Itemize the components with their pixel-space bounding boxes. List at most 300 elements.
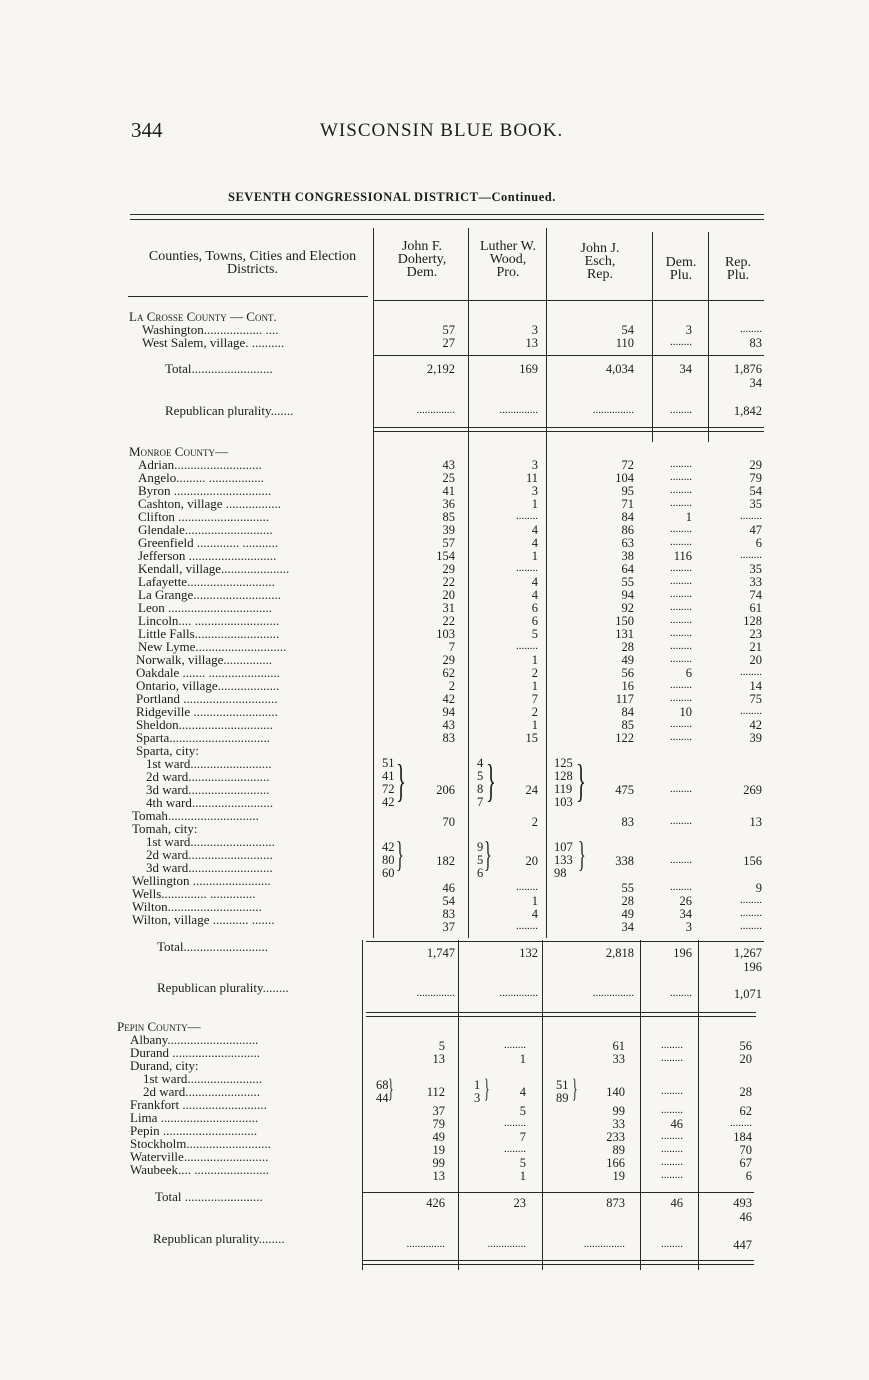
table-cell: 6 xyxy=(745,1169,752,1183)
table-cell: 3 xyxy=(685,323,692,337)
table-cell: ........ xyxy=(670,653,692,665)
table-cell: 26 xyxy=(679,894,692,908)
table-cell: 6 xyxy=(531,614,538,628)
ward-cell: 133 xyxy=(554,853,573,867)
table-cell: .............. xyxy=(499,404,538,416)
table-cell: ........ xyxy=(661,1052,683,1064)
table-cell: 169 xyxy=(519,362,538,376)
table-cell: ........ xyxy=(670,523,692,535)
table-cell: 61 xyxy=(749,601,762,615)
table-cell: 4 xyxy=(531,536,538,550)
row-label: Waubeek.... ....................... xyxy=(130,1162,270,1177)
table-cell: ........ xyxy=(670,588,692,600)
table-cell: 85 xyxy=(442,510,455,524)
table-cell: 2 xyxy=(531,666,538,680)
table-cell: 23 xyxy=(513,1196,526,1210)
table-cell: 4 xyxy=(531,907,538,921)
table-cell: 1 xyxy=(531,718,538,732)
table-cell: ........ xyxy=(670,987,692,999)
table-cell: 49 xyxy=(621,907,634,921)
row-label: Republican plurality........ xyxy=(153,1231,285,1246)
row-label: 1st ward......................... xyxy=(146,756,272,771)
row-label: Kendall, village..................... xyxy=(138,561,290,576)
row-label: Lincoln.... .......................... xyxy=(138,613,280,628)
table-cell: 3 xyxy=(531,323,538,337)
row-label: Sparta............................... xyxy=(136,730,270,745)
table-cell: ........ xyxy=(516,510,538,522)
table-cell: ........ xyxy=(661,1039,683,1051)
row-label: 3d ward.......................... xyxy=(146,860,273,875)
column-header-wood: Luther W. Wood, Pro. xyxy=(480,239,536,280)
table-cell: ........ xyxy=(516,562,538,574)
table-cell: ........ xyxy=(670,783,692,795)
row-label: Lima .............................. xyxy=(130,1110,259,1125)
table-cell: 117 xyxy=(615,692,634,706)
row-label: La Grange........................... xyxy=(138,587,281,602)
table-cell: 54 xyxy=(621,323,634,337)
table-cell: ........ xyxy=(740,510,762,522)
table-cell: 79 xyxy=(432,1117,445,1131)
row-label: 3d ward......................... xyxy=(146,782,270,797)
table-cell: 20 xyxy=(442,588,455,602)
table-cell: 99 xyxy=(612,1104,625,1118)
ward-cell: 7 xyxy=(477,795,484,809)
table-cell: 29 xyxy=(442,562,455,576)
row-label: Wellington ........................ xyxy=(132,873,271,888)
column-header-districts: Counties, Towns, Cities and Election Districts. xyxy=(148,249,357,277)
ward-cell: 125 xyxy=(554,756,573,770)
table-cell: 4,034 xyxy=(605,362,634,376)
table-cell: 1 xyxy=(531,679,538,693)
row-label: Clifton ............................ xyxy=(138,509,270,524)
table-cell: 2 xyxy=(448,679,455,693)
table-cell: 54 xyxy=(442,894,455,908)
table-cell: 33 xyxy=(612,1052,625,1066)
row-label: Total.......................... xyxy=(157,939,269,954)
table-cell: 85 xyxy=(621,718,634,732)
table-cell: 72 xyxy=(621,458,634,472)
table-cell: 182 xyxy=(436,854,455,868)
ward-cell: 3 xyxy=(474,1091,481,1105)
row-label: Jefferson ........................... xyxy=(138,548,277,563)
table-cell: .............. xyxy=(416,404,455,416)
table-cell: 83 xyxy=(621,815,634,829)
table-cell: 6 xyxy=(685,666,692,680)
ward-cell: 119 xyxy=(554,782,573,796)
table-cell: 196 xyxy=(743,960,762,974)
row-label: Glendale........................... xyxy=(138,522,273,537)
table-cell: 28 xyxy=(621,894,634,908)
table-cell: 39 xyxy=(442,523,455,537)
ward-cell: 107 xyxy=(554,840,573,854)
row-label: Tomah, city: xyxy=(132,821,198,836)
table-cell: 64 xyxy=(621,562,634,576)
table-cell: 1 xyxy=(685,510,692,524)
table-cell: 84 xyxy=(621,705,634,719)
table-cell: 34 xyxy=(679,907,692,921)
table-cell: 57 xyxy=(442,323,455,337)
table-cell: 89 xyxy=(612,1143,625,1157)
table-cell: ........ xyxy=(670,692,692,704)
table-cell: 94 xyxy=(442,705,455,719)
table-cell: ........ xyxy=(740,705,762,717)
row-label: Angelo......... ................. xyxy=(138,470,265,485)
table-cell: 74 xyxy=(749,588,762,602)
table-cell: 31 xyxy=(442,601,455,615)
table-cell: 233 xyxy=(606,1130,625,1144)
table-cell: 39 xyxy=(749,731,762,745)
table-cell: 56 xyxy=(621,666,634,680)
row-label: Wells.............. .............. xyxy=(132,886,256,901)
table-cell: 3 xyxy=(685,920,692,934)
table-cell: 206 xyxy=(436,783,455,797)
table-cell: 43 xyxy=(442,458,455,472)
table-cell: 112 xyxy=(426,1085,445,1099)
table-cell: 67 xyxy=(739,1156,752,1170)
row-label: West Salem, village. .......... xyxy=(142,335,285,350)
table-cell: 75 xyxy=(749,692,762,706)
table-cell: 34 xyxy=(679,362,692,376)
table-cell: 33 xyxy=(749,575,762,589)
table-cell: 62 xyxy=(739,1104,752,1118)
table-cell: 55 xyxy=(621,881,634,895)
ward-cell: 103 xyxy=(554,795,573,809)
table-cell: 13 xyxy=(432,1052,445,1066)
table-cell: 6 xyxy=(531,601,538,615)
row-label: Adrian........................... xyxy=(138,457,262,472)
table-cell: 1,842 xyxy=(733,404,762,418)
table-cell: 4 xyxy=(519,1085,526,1099)
table-cell: 3 xyxy=(531,458,538,472)
row-label: Wilton............................. xyxy=(132,899,262,914)
row-label: La Crosse County — Cont. xyxy=(129,309,277,324)
table-cell: ............... xyxy=(583,1238,625,1250)
table-cell: 49 xyxy=(432,1130,445,1144)
table-cell: 196 xyxy=(673,946,692,960)
ward-cell: 89 xyxy=(556,1091,569,1105)
table-cell: ........ xyxy=(740,666,762,678)
table-cell: 34 xyxy=(749,376,762,390)
table-cell: ........ xyxy=(670,718,692,730)
row-label: Byron .............................. xyxy=(138,483,272,498)
table-cell: 184 xyxy=(733,1130,752,1144)
ward-cell: 128 xyxy=(554,769,573,783)
table-cell: ........ xyxy=(670,336,692,348)
table-cell: ........ xyxy=(661,1169,683,1181)
table-cell: 13 xyxy=(525,336,538,350)
table-cell: ........ xyxy=(670,484,692,496)
row-label: Ontario, village................... xyxy=(136,678,280,693)
table-cell: ........ xyxy=(670,601,692,613)
table-cell: ........ xyxy=(661,1104,683,1116)
table-cell: 13 xyxy=(749,815,762,829)
ward-cell: 60 xyxy=(382,866,395,880)
row-label: 4th ward......................... xyxy=(146,795,274,810)
row-label: 1st ward.......................... xyxy=(146,834,275,849)
table-cell: 49 xyxy=(621,653,634,667)
table-cell: ........ xyxy=(516,640,538,652)
table-cell: 27 xyxy=(442,336,455,350)
table-cell: 16 xyxy=(621,679,634,693)
table-cell: ........ xyxy=(740,894,762,906)
table-cell: 475 xyxy=(615,783,634,797)
row-label: Wilton, village ........... ....... xyxy=(132,912,275,927)
table-cell: ........ xyxy=(670,815,692,827)
table-cell: 38 xyxy=(621,549,634,563)
table-cell: 22 xyxy=(442,614,455,628)
table-cell: 35 xyxy=(749,562,762,576)
table-cell: 15 xyxy=(525,731,538,745)
table-cell: 46 xyxy=(670,1196,683,1210)
table-cell: 24 xyxy=(525,783,538,797)
table-cell: 43 xyxy=(442,718,455,732)
table-cell: 154 xyxy=(436,549,455,563)
table-cell: 94 xyxy=(621,588,634,602)
table-cell: 46 xyxy=(739,1210,752,1224)
table-cell: ........ xyxy=(661,1130,683,1142)
row-label: Republican plurality........ xyxy=(157,980,289,995)
table-cell: 20 xyxy=(749,653,762,667)
table-cell: ........ xyxy=(740,920,762,932)
ward-cell: 51 xyxy=(382,756,395,770)
table-cell: 873 xyxy=(606,1196,625,1210)
table-cell: 28 xyxy=(739,1085,752,1099)
table-cell: 5 xyxy=(519,1156,526,1170)
row-label: Sparta, city: xyxy=(136,743,199,758)
table-cell: 22 xyxy=(442,575,455,589)
table-cell: 426 xyxy=(426,1196,445,1210)
table-cell: 1 xyxy=(531,497,538,511)
table-cell: 1 xyxy=(531,653,538,667)
table-cell: 70 xyxy=(739,1143,752,1157)
table-cell: 9 xyxy=(755,881,762,895)
column-header-esch: John J. Esch, Rep. xyxy=(580,241,620,282)
table-cell: 54 xyxy=(749,484,762,498)
row-label: Portland ............................. xyxy=(136,691,278,706)
table-cell: 131 xyxy=(615,627,634,641)
book-title: WISCONSIN BLUE BOOK. xyxy=(320,120,564,141)
table-cell: 13 xyxy=(432,1169,445,1183)
table-cell: 3 xyxy=(531,484,538,498)
table-cell: 166 xyxy=(606,1156,625,1170)
table-cell: 1 xyxy=(531,894,538,908)
table-cell: 1 xyxy=(531,549,538,563)
row-label: Ridgeville .......................... xyxy=(136,704,278,719)
row-label: Frankfort .......................... xyxy=(130,1097,267,1112)
table-cell: 5 xyxy=(438,1039,445,1053)
row-label: Total ........................ xyxy=(155,1189,263,1204)
table-cell: ........ xyxy=(661,1143,683,1155)
table-cell: ........ xyxy=(670,575,692,587)
table-cell: 25 xyxy=(442,471,455,485)
table-cell: .............. xyxy=(416,987,455,999)
ward-cell: 5 xyxy=(477,853,484,867)
table-cell: 116 xyxy=(673,549,692,563)
table-cell: ........ xyxy=(740,907,762,919)
table-cell: ........ xyxy=(504,1117,526,1129)
table-cell: 1,071 xyxy=(733,987,762,1001)
table-cell: 122 xyxy=(615,731,634,745)
table-cell: 29 xyxy=(442,653,455,667)
ward-cell: 9 xyxy=(477,840,484,854)
table-cell: 128 xyxy=(743,614,762,628)
table-cell: 57 xyxy=(442,536,455,550)
ward-cell: 6 xyxy=(477,866,484,880)
table-cell: 7 xyxy=(519,1130,526,1144)
table-cell: ........ xyxy=(740,323,762,335)
table-cell: 56 xyxy=(739,1039,752,1053)
table-cell: 7 xyxy=(531,692,538,706)
row-label: Sheldon............................. xyxy=(136,717,273,732)
row-label: 2d ward.......................... xyxy=(146,847,273,862)
row-label: Pepin County— xyxy=(117,1019,201,1034)
table-cell: 4 xyxy=(531,523,538,537)
table-cell: .............. xyxy=(487,1238,526,1250)
table-cell: 338 xyxy=(615,854,634,868)
table-cell: ........ xyxy=(670,404,692,416)
table-cell: 2,818 xyxy=(605,946,634,960)
row-label: Tomah............................ xyxy=(132,808,259,823)
table-cell: .............. xyxy=(499,987,538,999)
table-cell: ........ xyxy=(670,562,692,574)
row-label: Norwalk, village............... xyxy=(136,652,273,667)
table-cell: 71 xyxy=(621,497,634,511)
table-cell: 11 xyxy=(525,471,538,485)
row-label: Oakdale ....... ...................... xyxy=(136,665,281,680)
table-cell: ............... xyxy=(592,404,634,416)
ward-cell: 5 xyxy=(477,769,484,783)
table-cell: 5 xyxy=(531,627,538,641)
table-cell: 150 xyxy=(615,614,634,628)
table-cell: 42 xyxy=(442,692,455,706)
table-cell: 2,192 xyxy=(426,362,455,376)
table-cell: 19 xyxy=(432,1143,445,1157)
row-label: Republican plurality....... xyxy=(165,403,294,418)
row-label: 1st ward....................... xyxy=(143,1071,263,1086)
table-cell: 55 xyxy=(621,575,634,589)
table-cell: ........ xyxy=(504,1143,526,1155)
row-label: Durand, city: xyxy=(130,1058,199,1073)
column-header-doherty: John F. Doherty, Dem. xyxy=(397,239,447,280)
row-label: Little Falls.......................... xyxy=(138,626,280,641)
table-cell: 21 xyxy=(749,640,762,654)
table-cell: ........ xyxy=(670,497,692,509)
table-cell: 79 xyxy=(749,471,762,485)
ward-cell: 98 xyxy=(554,866,567,880)
ward-cell: 42 xyxy=(382,840,395,854)
table-cell: ........ xyxy=(670,640,692,652)
table-cell: 2 xyxy=(531,815,538,829)
table-cell: ........ xyxy=(670,627,692,639)
ward-cell: 4 xyxy=(477,756,484,770)
table-cell: 42 xyxy=(749,718,762,732)
table-cell: 1,876 xyxy=(733,362,762,376)
table-cell: 20 xyxy=(739,1052,752,1066)
table-cell: 4 xyxy=(531,588,538,602)
table-cell: 5 xyxy=(519,1104,526,1118)
table-cell: 33 xyxy=(612,1117,625,1131)
table-subtitle: SEVENTH CONGRESSIONAL DISTRICT—Continued. xyxy=(228,190,556,204)
table-cell: 46 xyxy=(670,1117,683,1131)
row-label: Pepin ............................. xyxy=(130,1123,258,1138)
table-cell: ........ xyxy=(516,881,538,893)
table-cell: 46 xyxy=(442,881,455,895)
table-cell: 84 xyxy=(621,510,634,524)
ward-cell: 8 xyxy=(477,782,484,796)
ward-cell: 51 xyxy=(556,1078,569,1092)
table-cell: ........ xyxy=(670,614,692,626)
row-label: Lafayette........................... xyxy=(138,574,275,589)
table-cell: 83 xyxy=(442,731,455,745)
table-cell: 37 xyxy=(442,920,455,934)
table-cell: 269 xyxy=(743,783,762,797)
column-header-rep-plurality: Rep. Plu. xyxy=(724,255,752,283)
table-cell: 493 xyxy=(733,1196,752,1210)
table-cell: ........ xyxy=(670,536,692,548)
row-label: Total......................... xyxy=(165,361,273,376)
table-cell: 99 xyxy=(432,1156,445,1170)
table-cell: ........ xyxy=(740,549,762,561)
table-cell: 2 xyxy=(531,705,538,719)
table-cell: ........ xyxy=(670,458,692,470)
row-label: Leon ................................ xyxy=(138,600,272,615)
table-cell: 62 xyxy=(442,666,455,680)
table-cell: ........ xyxy=(670,881,692,893)
row-label: 2d ward....................... xyxy=(143,1084,260,1099)
table-cell: 35 xyxy=(749,497,762,511)
table-cell: 92 xyxy=(621,601,634,615)
table-cell: 86 xyxy=(621,523,634,537)
table-cell: 47 xyxy=(749,523,762,537)
table-cell: 1 xyxy=(519,1052,526,1066)
table-cell: ............... xyxy=(592,987,634,999)
table-cell: 14 xyxy=(749,679,762,693)
table-cell: 4 xyxy=(531,575,538,589)
row-label: Waterville.......................... xyxy=(130,1149,269,1164)
ward-cell: 44 xyxy=(376,1091,389,1105)
table-cell: 19 xyxy=(612,1169,625,1183)
table-cell: 95 xyxy=(621,484,634,498)
column-header-dem-plurality: Dem. Plu. xyxy=(665,255,697,283)
row-label: Greenfield ............. ........... xyxy=(138,535,279,550)
row-label: Stockholm.......................... xyxy=(130,1136,271,1151)
table-cell: ........ xyxy=(661,1238,683,1250)
table-cell: 41 xyxy=(442,484,455,498)
ward-cell: 80 xyxy=(382,853,395,867)
table-cell: 28 xyxy=(621,640,634,654)
ward-cell: 41 xyxy=(382,769,395,783)
table-cell: 34 xyxy=(621,920,634,934)
table-cell: ........ xyxy=(670,854,692,866)
table-cell: 37 xyxy=(432,1104,445,1118)
table-cell: 1,747 xyxy=(426,946,455,960)
table-cell: 1,267 xyxy=(733,946,762,960)
page-number: 344 xyxy=(131,118,163,142)
table-cell: 23 xyxy=(749,627,762,641)
table-cell: 6 xyxy=(755,536,762,550)
table-cell: 103 xyxy=(436,627,455,641)
row-label: Cashton, village ................. xyxy=(138,496,281,511)
row-label: Monroe County— xyxy=(129,444,228,459)
table-cell: ........ xyxy=(670,471,692,483)
row-label: Albany............................ xyxy=(130,1032,259,1047)
row-label: Durand ........................... xyxy=(130,1045,260,1060)
ward-cell: 68 xyxy=(376,1078,389,1092)
table-cell: 7 xyxy=(448,640,455,654)
table-cell: 83 xyxy=(442,907,455,921)
table-cell: 29 xyxy=(749,458,762,472)
table-cell: ........ xyxy=(504,1039,526,1051)
